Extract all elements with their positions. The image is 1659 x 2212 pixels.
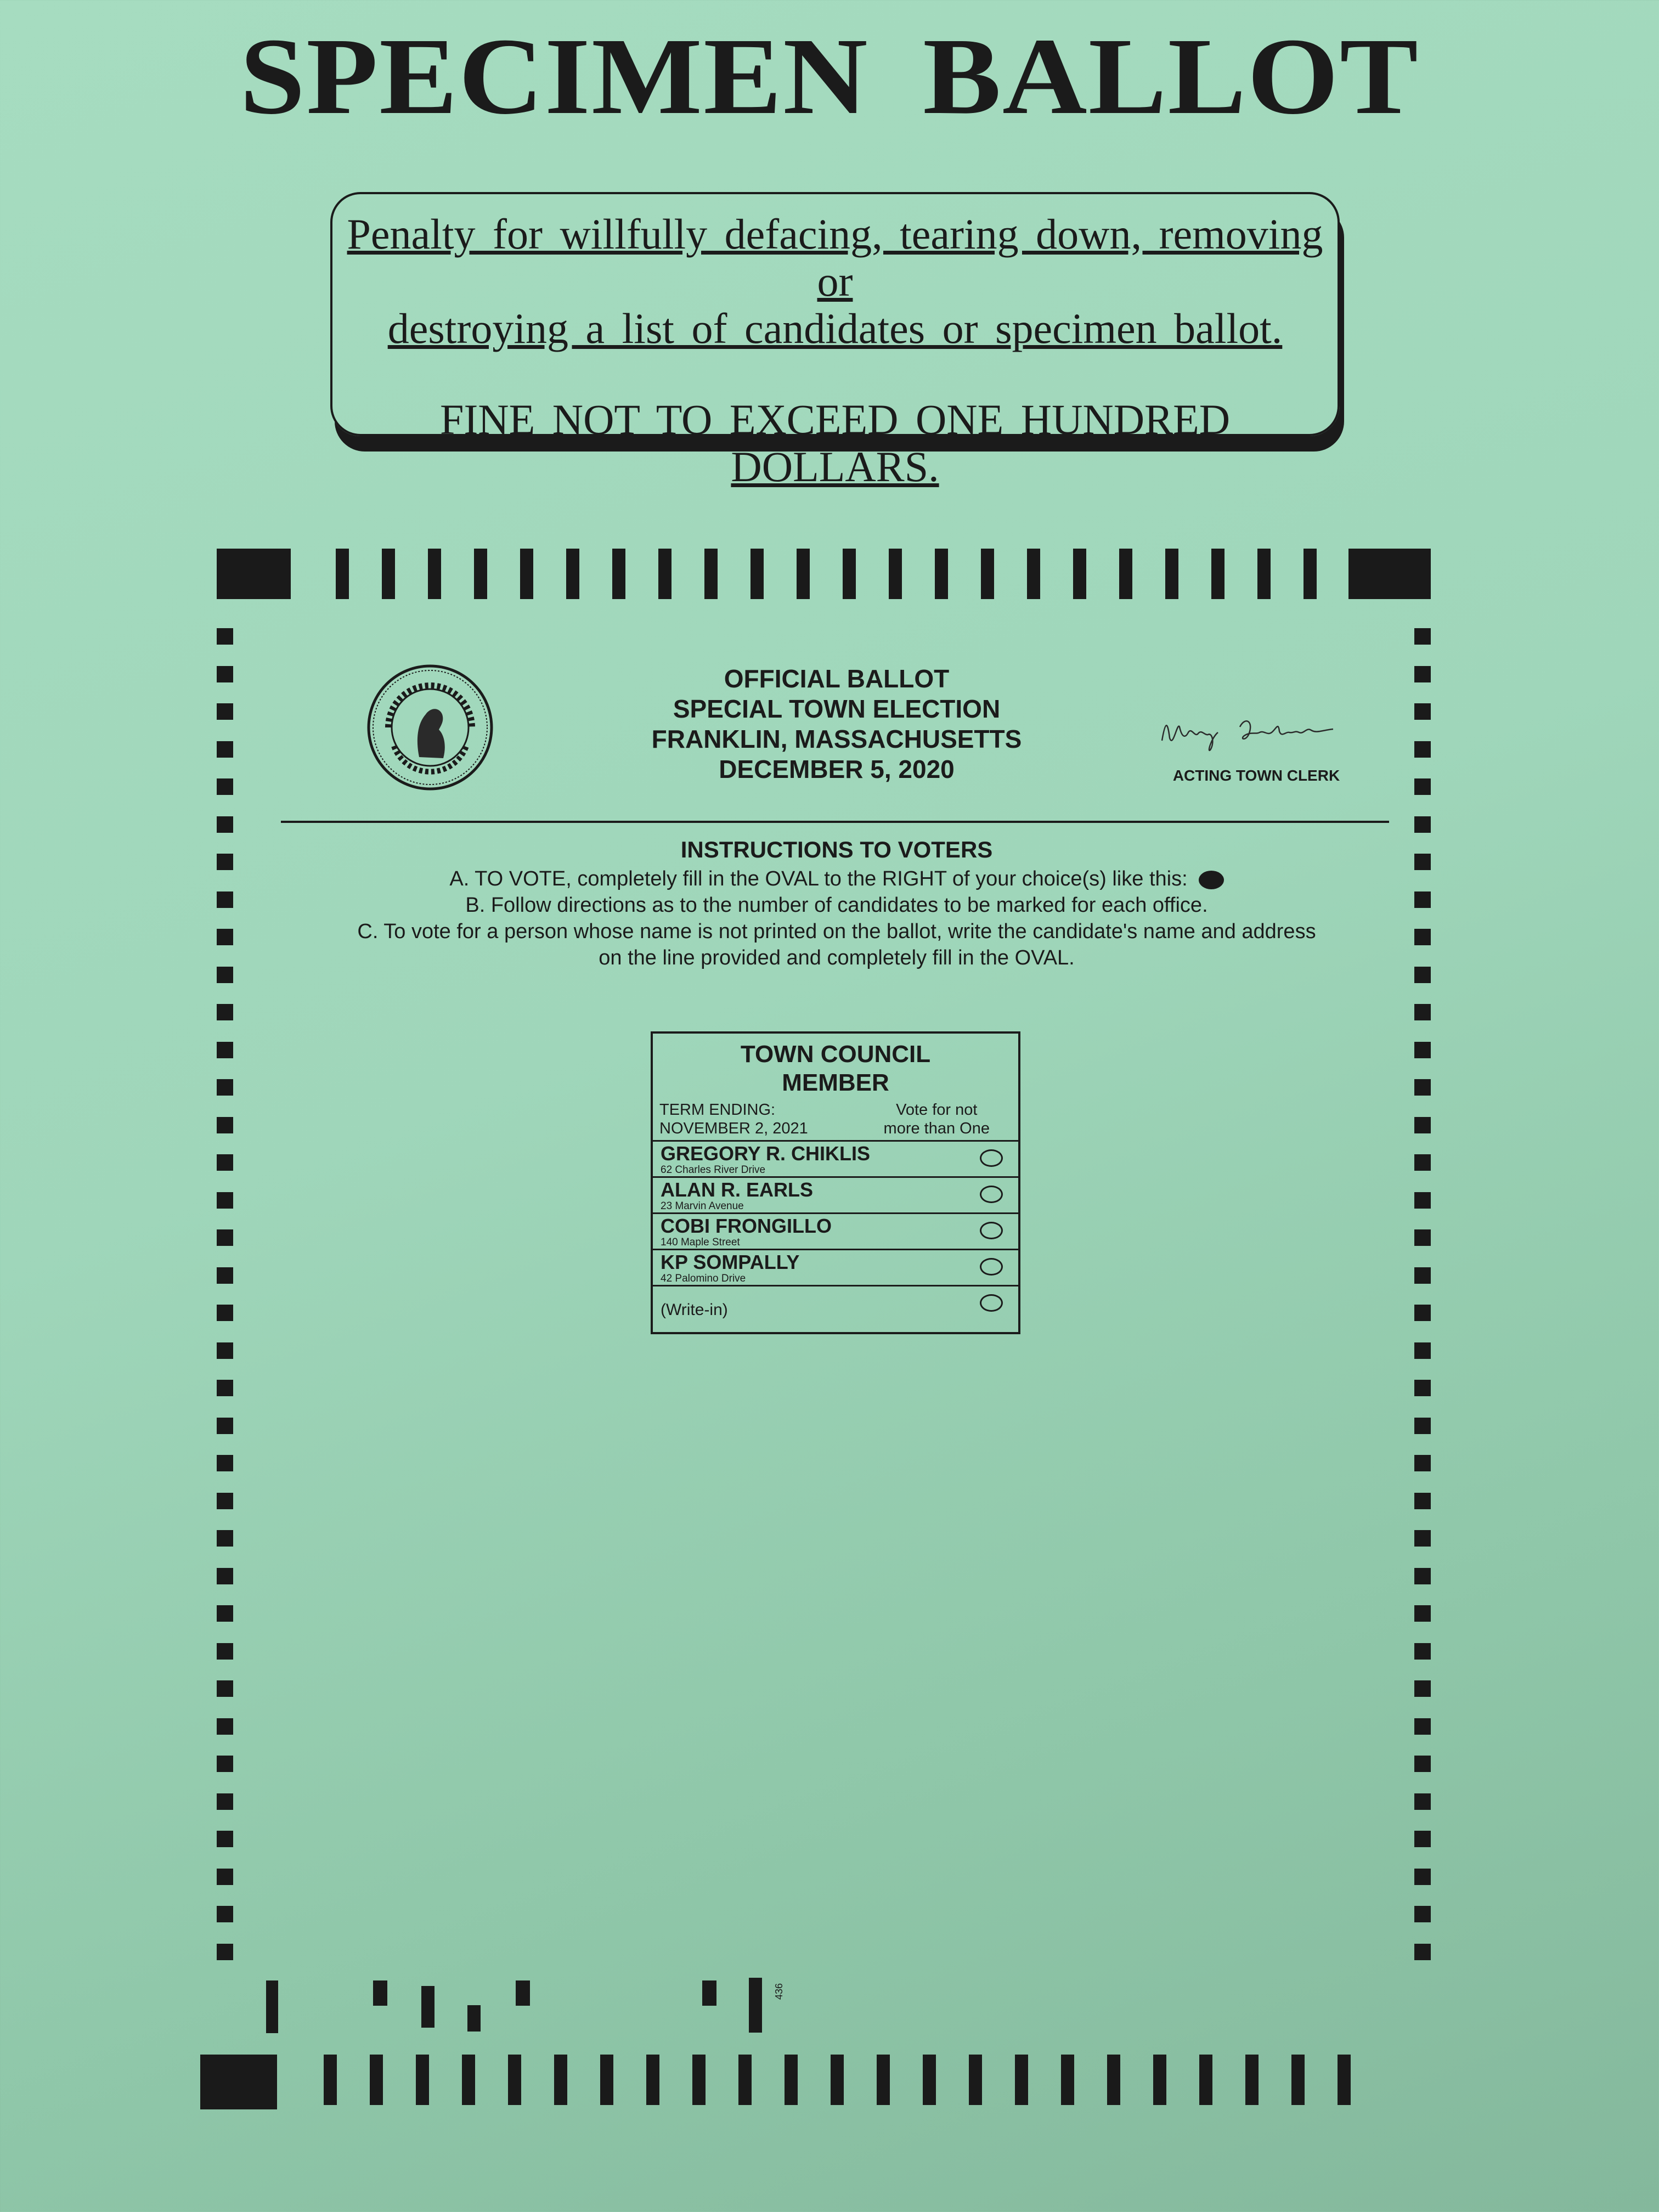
timing-mark bbox=[217, 1380, 233, 1396]
timing-mark bbox=[266, 1980, 278, 2033]
vote-limit bbox=[884, 1101, 990, 1138]
timing-mark bbox=[1414, 1493, 1431, 1509]
timing-mark bbox=[1414, 666, 1431, 682]
timing-mark bbox=[600, 2055, 613, 2105]
timing-mark bbox=[520, 549, 533, 599]
timing-mark bbox=[1414, 1154, 1431, 1171]
penalty-line-2: destroying a list of candidates or specimen ballot. bbox=[387, 304, 1283, 352]
timing-mark bbox=[1414, 1229, 1431, 1246]
timing-mark bbox=[1414, 1643, 1431, 1660]
timing-mark bbox=[1414, 816, 1431, 833]
candidate-name: COBI FRONGILLO bbox=[661, 1215, 832, 1237]
ballot-header-line-2: SPECIAL TOWN ELECTION bbox=[673, 695, 1001, 723]
timing-mark bbox=[217, 1342, 233, 1359]
timing-mark bbox=[217, 703, 233, 720]
timing-mark bbox=[370, 2055, 383, 2105]
timing-mark bbox=[554, 2055, 567, 2105]
candidate-row bbox=[653, 1249, 1018, 1285]
candidate-address: 42 Palomino Drive bbox=[661, 1273, 746, 1284]
candidate-address: 140 Maple Street bbox=[661, 1237, 740, 1248]
instruction-b: B. Follow directions as to the number of candidates to be marked for each office. bbox=[465, 894, 1208, 917]
timing-mark bbox=[1414, 1680, 1431, 1697]
instructions-body bbox=[285, 866, 1388, 971]
timing-mark bbox=[831, 2055, 844, 2105]
timing-mark bbox=[217, 1831, 233, 1847]
timing-mark bbox=[1257, 549, 1271, 599]
vote-limit-line-1: Vote for not bbox=[896, 1101, 978, 1119]
instruction-a bbox=[285, 866, 1388, 892]
timing-mark bbox=[1338, 2055, 1351, 2105]
ballot-header-line-1: OFFICIAL BALLOT bbox=[724, 664, 950, 693]
candidate-name: KP SOMPALLY bbox=[661, 1251, 800, 1273]
timing-mark bbox=[382, 549, 395, 599]
penalty-notice-box bbox=[330, 192, 1340, 490]
timing-mark bbox=[877, 2055, 890, 2105]
write-in-label: (Write-in) bbox=[661, 1301, 728, 1319]
timing-mark bbox=[751, 549, 764, 599]
timing-mark bbox=[217, 1154, 233, 1171]
timing-mark bbox=[324, 2055, 337, 2105]
race-title-line-2: MEMBER bbox=[782, 1069, 889, 1096]
timing-mark bbox=[1211, 549, 1224, 599]
timing-mark bbox=[1245, 2055, 1259, 2105]
town-council-race bbox=[651, 1031, 1020, 1334]
timing-mark bbox=[217, 1004, 233, 1020]
timing-mark bbox=[1414, 891, 1431, 908]
timing-mark bbox=[217, 1869, 233, 1885]
timing-mark bbox=[217, 1718, 233, 1735]
timing-mark bbox=[1414, 1530, 1431, 1547]
timing-mark bbox=[516, 1980, 530, 2006]
candidate-address: 62 Charles River Drive bbox=[661, 1164, 766, 1176]
timing-mark bbox=[217, 1793, 233, 1810]
timing-mark bbox=[1414, 1342, 1431, 1359]
timing-mark bbox=[217, 666, 233, 682]
timing-mark bbox=[1414, 1718, 1431, 1735]
timing-mark bbox=[416, 2055, 429, 2105]
timing-mark bbox=[1414, 1605, 1431, 1622]
write-in-row[interactable] bbox=[653, 1285, 1018, 1321]
vote-oval[interactable] bbox=[980, 1222, 1003, 1239]
timing-mark bbox=[336, 549, 349, 599]
timing-mark bbox=[1061, 2055, 1074, 2105]
timing-mark bbox=[217, 1042, 233, 1058]
instruction-a-text: A. TO VOTE, completely fill in the OVAL to the RIGHT of your choice(s) like this: bbox=[449, 867, 1188, 890]
timing-mark bbox=[1414, 628, 1431, 645]
timing-mark bbox=[1414, 1267, 1431, 1284]
timing-mark bbox=[217, 1756, 233, 1772]
race-meta bbox=[653, 1097, 1018, 1140]
timing-mark bbox=[1414, 1906, 1431, 1922]
timing-mark bbox=[1414, 1305, 1431, 1321]
term-info bbox=[659, 1101, 808, 1138]
timing-mark bbox=[797, 549, 810, 599]
timing-mark bbox=[1414, 929, 1431, 945]
timing-mark bbox=[474, 549, 487, 599]
timing-mark bbox=[217, 1229, 233, 1246]
timing-mark bbox=[217, 778, 233, 795]
timing-mark bbox=[217, 1643, 233, 1660]
timing-mark bbox=[1027, 549, 1040, 599]
candidate-name: GREGORY R. CHIKLIS bbox=[661, 1142, 871, 1165]
timing-mark bbox=[704, 549, 718, 599]
timing-mark bbox=[217, 929, 233, 945]
race-title bbox=[653, 1040, 1018, 1097]
clerk-title: ACTING TOWN CLERK bbox=[1172, 767, 1340, 784]
timing-mark bbox=[1414, 1568, 1431, 1584]
timing-mark bbox=[646, 2055, 659, 2105]
timing-mark bbox=[1348, 549, 1431, 599]
timing-mark bbox=[217, 1493, 233, 1509]
timing-mark bbox=[566, 549, 579, 599]
instructions-title: INSTRUCTIONS TO VOTERS bbox=[680, 837, 993, 862]
timing-mark bbox=[749, 1978, 762, 2033]
timing-mark bbox=[1165, 549, 1178, 599]
timing-mark bbox=[981, 549, 994, 599]
timing-mark bbox=[1414, 741, 1431, 758]
timing-mark bbox=[692, 2055, 706, 2105]
timing-mark bbox=[508, 2055, 521, 2105]
timing-mark bbox=[200, 2055, 277, 2109]
timing-mark bbox=[217, 741, 233, 758]
timing-mark bbox=[1304, 549, 1317, 599]
timing-mark bbox=[702, 1980, 716, 2006]
timing-mark bbox=[217, 549, 291, 599]
timing-mark bbox=[1153, 2055, 1166, 2105]
timing-mark bbox=[421, 1986, 435, 2028]
penalty-fine-line: FINE NOT TO EXCEED ONE HUNDRED DOLLARS. bbox=[439, 396, 1231, 490]
instruction-c-line-2: on the line provided and completely fill in the OVAL. bbox=[599, 946, 1075, 969]
timing-mark bbox=[935, 549, 948, 599]
timing-mark bbox=[217, 1267, 233, 1284]
timing-mark bbox=[217, 1680, 233, 1697]
timing-mark bbox=[373, 1980, 387, 2006]
town-seal-icon bbox=[366, 664, 494, 791]
timing-mark bbox=[1414, 1042, 1431, 1058]
timing-mark bbox=[843, 549, 856, 599]
timing-mark bbox=[1414, 1831, 1431, 1847]
timing-mark bbox=[1199, 2055, 1212, 2105]
timing-mark bbox=[217, 816, 233, 833]
ballot-header-line-3: FRANKLIN, MASSACHUSETTS bbox=[651, 725, 1022, 753]
filled-oval-example-icon bbox=[1199, 871, 1224, 889]
candidate-address: 23 Marvin Avenue bbox=[661, 1200, 744, 1212]
clerk-signature bbox=[1158, 710, 1355, 754]
write-in-oval[interactable] bbox=[980, 1294, 1003, 1312]
timing-mark bbox=[738, 2055, 752, 2105]
timing-mark bbox=[217, 628, 233, 645]
timing-mark bbox=[1414, 1793, 1431, 1810]
vote-oval[interactable] bbox=[980, 1258, 1003, 1276]
timing-mark bbox=[1015, 2055, 1028, 2105]
candidate-row bbox=[653, 1140, 1018, 1176]
instruction-c-line-1: C. To vote for a person whose name is not printed on the ballot, write the candidate's name and address bbox=[357, 920, 1316, 943]
timing-mark bbox=[217, 1455, 233, 1471]
timing-mark bbox=[1414, 967, 1431, 983]
timing-mark bbox=[1414, 1004, 1431, 1020]
timing-mark bbox=[1414, 1944, 1431, 1960]
timing-mark bbox=[217, 1944, 233, 1960]
timing-mark bbox=[658, 549, 672, 599]
timing-mark bbox=[217, 1305, 233, 1321]
timing-mark bbox=[1073, 549, 1086, 599]
timing-mark bbox=[462, 2055, 475, 2105]
timing-mark bbox=[217, 1079, 233, 1096]
timing-mark bbox=[1414, 1455, 1431, 1471]
timing-mark bbox=[889, 549, 902, 599]
timing-mark bbox=[923, 2055, 936, 2105]
timing-mark bbox=[217, 891, 233, 908]
vote-limit-line-2: more than One bbox=[883, 1120, 990, 1137]
timing-mark bbox=[1107, 2055, 1120, 2105]
candidate-name: ALAN R. EARLS bbox=[661, 1178, 813, 1201]
timing-mark bbox=[1119, 549, 1132, 599]
timing-mark bbox=[1414, 1117, 1431, 1133]
timing-mark bbox=[969, 2055, 982, 2105]
timing-mark bbox=[217, 1117, 233, 1133]
timing-mark bbox=[785, 2055, 798, 2105]
timing-mark bbox=[1414, 1869, 1431, 1885]
timing-mark bbox=[612, 549, 625, 599]
candidate-row bbox=[653, 1212, 1018, 1249]
timing-mark bbox=[467, 2005, 481, 2032]
timing-mark bbox=[1414, 1756, 1431, 1772]
timing-mark bbox=[1414, 1418, 1431, 1434]
header-divider bbox=[281, 821, 1389, 823]
timing-mark bbox=[217, 1530, 233, 1547]
timing-mark bbox=[1414, 778, 1431, 795]
timing-mark bbox=[1291, 2055, 1305, 2105]
timing-mark bbox=[217, 1568, 233, 1584]
timing-mark bbox=[217, 1418, 233, 1434]
ballot-serial-number: 436 bbox=[774, 1983, 785, 2000]
vote-oval[interactable] bbox=[980, 1186, 1003, 1203]
ballot-header bbox=[549, 664, 1125, 785]
timing-mark bbox=[217, 967, 233, 983]
timing-mark bbox=[1414, 1079, 1431, 1096]
timing-mark bbox=[1414, 1192, 1431, 1209]
timing-mark bbox=[1414, 1380, 1431, 1396]
timing-mark bbox=[1414, 703, 1431, 720]
timing-mark bbox=[217, 1605, 233, 1622]
race-title-line-1: TOWN COUNCIL bbox=[740, 1041, 931, 1068]
timing-mark bbox=[428, 549, 441, 599]
candidate-row bbox=[653, 1176, 1018, 1212]
timing-mark bbox=[217, 1192, 233, 1209]
term-date: NOVEMBER 2, 2021 bbox=[659, 1120, 808, 1137]
ballot-header-date: DECEMBER 5, 2020 bbox=[719, 755, 955, 783]
specimen-ballot-title: SPECIMEN BALLOT bbox=[240, 16, 1419, 137]
vote-oval[interactable] bbox=[980, 1149, 1003, 1167]
term-label: TERM ENDING: bbox=[659, 1101, 776, 1119]
penalty-line-1: Penalty for willfully defacing, tearing down, removing or bbox=[347, 210, 1323, 305]
timing-mark bbox=[217, 1906, 233, 1922]
